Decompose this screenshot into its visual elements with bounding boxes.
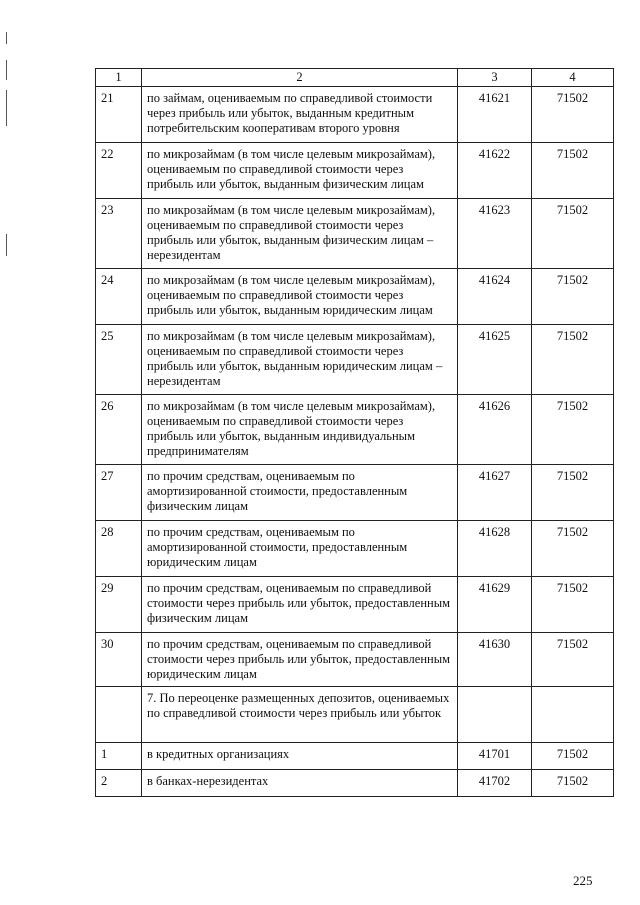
margin-mark: [6, 32, 7, 44]
row-account: 71502: [532, 743, 614, 770]
row-account: 71502: [532, 521, 614, 577]
table-row: [96, 577, 614, 633]
row-number: 24: [96, 269, 142, 325]
row-code: 41701: [458, 743, 532, 770]
column-header: 3: [458, 69, 532, 87]
page-number: 225: [573, 873, 593, 888]
row-code: 41625: [458, 325, 532, 395]
row-number: 27: [96, 465, 142, 521]
section-row: [96, 687, 614, 743]
row-description: по микрозаймам (в том числе целевым микрозаймам), оцениваемым по справедливой стоимости через прибыль или убыток, выданным физическим лицам – нерезидентам: [142, 199, 458, 269]
column-header: 4: [532, 69, 614, 87]
row-number: [96, 687, 142, 743]
row-account: 71502: [532, 143, 614, 199]
row-account: 71502: [532, 465, 614, 521]
margin-mark: [6, 60, 7, 80]
row-description: по займам, оцениваемым по справедливой стоимости через прибыль или убыток, выданным кредитным потребительским кооперативам второго уровня: [142, 87, 458, 143]
row-number: 30: [96, 633, 142, 687]
column-header: 2: [142, 69, 458, 87]
table-row: [96, 395, 614, 465]
row-code: 41623: [458, 199, 532, 269]
column-header: 1: [96, 69, 142, 87]
row-code: 41630: [458, 633, 532, 687]
row-number: 2: [96, 770, 142, 797]
row-description: по микрозаймам (в том числе целевым микрозаймам), оцениваемым по справедливой стоимости через прибыль или убыток, выданным юридическим лицам: [142, 269, 458, 325]
row-account: 71502: [532, 395, 614, 465]
margin-mark: [6, 234, 7, 256]
table-row: [96, 743, 614, 770]
row-number: 22: [96, 143, 142, 199]
row-description: по прочим средствам, оцениваемым по справедливой стоимости через прибыль или убыток, предоставленным физическим лицам: [142, 577, 458, 633]
row-description: в кредитных организациях: [142, 743, 458, 770]
row-code: 41629: [458, 577, 532, 633]
row-description: по прочим средствам, оцениваемым по амортизированной стоимости, предоставленным физическим лицам: [142, 465, 458, 521]
margin-mark: [6, 90, 7, 126]
section-heading: 7. По переоценке размещенных депозитов, оцениваемых по справедливой стоимости через прибыль или убыток: [142, 687, 458, 743]
row-code: 41624: [458, 269, 532, 325]
table-row: [96, 325, 614, 395]
row-account: 71502: [532, 199, 614, 269]
table-row: [96, 269, 614, 325]
row-number: 21: [96, 87, 142, 143]
row-description: в банках-нерезидентах: [142, 770, 458, 797]
table-row: [96, 770, 614, 797]
row-account: 71502: [532, 325, 614, 395]
row-account: 71502: [532, 577, 614, 633]
row-account: 71502: [532, 87, 614, 143]
row-account: 71502: [532, 269, 614, 325]
row-code: 41702: [458, 770, 532, 797]
row-code: 41621: [458, 87, 532, 143]
table-row: [96, 143, 614, 199]
row-number: 1: [96, 743, 142, 770]
row-code: [458, 687, 532, 743]
row-description: по прочим средствам, оцениваемым по справедливой стоимости через прибыль или убыток, предоставленным юридическим лицам: [142, 633, 458, 687]
row-code: 41626: [458, 395, 532, 465]
accounts-table: [95, 68, 614, 797]
row-description: по микрозаймам (в том числе целевым микрозаймам), оцениваемым по справедливой стоимости через прибыль или убыток, выданным юридическим лицам – нерезидентам: [142, 325, 458, 395]
table-row: [96, 521, 614, 577]
row-code: 41627: [458, 465, 532, 521]
row-code: 41622: [458, 143, 532, 199]
row-description: по микрозаймам (в том числе целевым микрозаймам), оцениваемым по справедливой стоимости через прибыль или убыток, выданным физическим лицам: [142, 143, 458, 199]
table-row: [96, 465, 614, 521]
row-account: 71502: [532, 633, 614, 687]
row-account: 71502: [532, 770, 614, 797]
row-number: 29: [96, 577, 142, 633]
row-number: 25: [96, 325, 142, 395]
row-account: [532, 687, 614, 743]
table-row: [96, 633, 614, 687]
row-description: по прочим средствам, оцениваемым по амортизированной стоимости, предоставленным юридическим лицам: [142, 521, 458, 577]
row-number: 26: [96, 395, 142, 465]
header-row: [96, 69, 614, 87]
row-number: 28: [96, 521, 142, 577]
table-row: [96, 87, 614, 143]
row-code: 41628: [458, 521, 532, 577]
table-row: [96, 199, 614, 269]
row-number: 23: [96, 199, 142, 269]
row-description: по микрозаймам (в том числе целевым микрозаймам), оцениваемым по справедливой стоимости через прибыль или убыток, выданным индивидуальным предпринимателям: [142, 395, 458, 465]
